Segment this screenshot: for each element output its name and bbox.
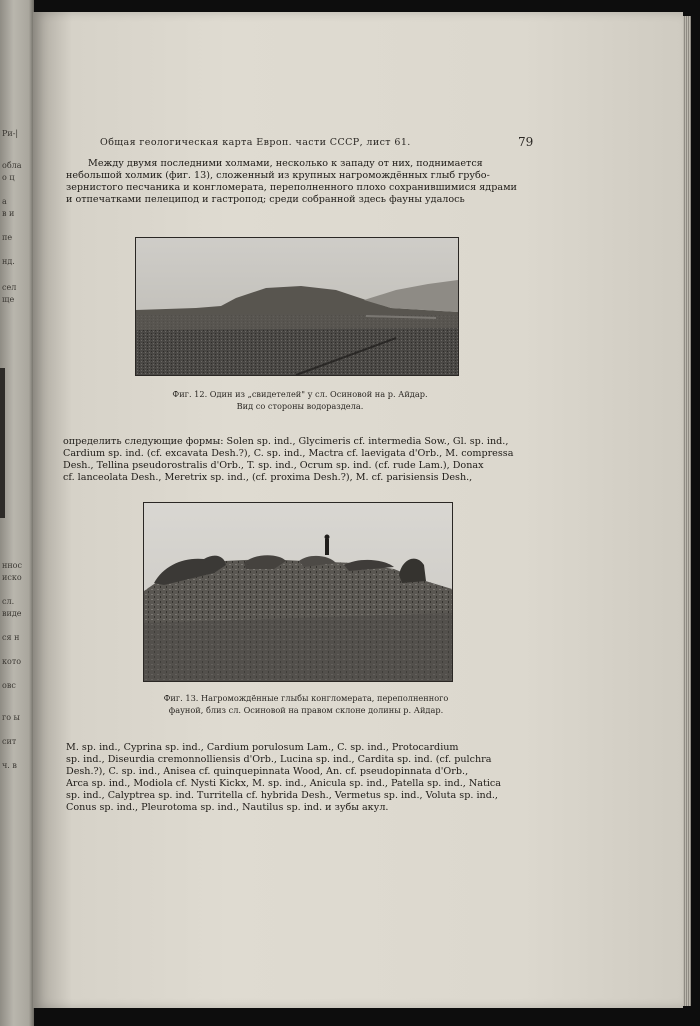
left-page-text-fragment: в и <box>2 209 15 218</box>
left-page-text-fragment: сит <box>2 737 17 746</box>
page-stack-edge <box>683 16 691 1006</box>
left-page-edge <box>0 0 34 1026</box>
left-page-text-fragment: Ри-| <box>2 129 19 138</box>
left-page-text-fragment: ннос <box>2 561 22 570</box>
figure-12-caption <box>120 388 480 412</box>
left-page-text-fragment: го ы <box>2 713 20 722</box>
figure-13-photo <box>143 502 453 682</box>
paragraph-1 <box>66 158 530 206</box>
left-page-text-fragment: нд. <box>2 257 15 266</box>
text-line: Cardium sp. ind. (cf. excavata Desh.?), C. sp. ind., Mactra cf. laevigata d'Orb., M. compressa <box>63 448 514 460</box>
text-line: зернистого песчаника и конгломерата, переполненного плохо сохранившимися ядрами <box>66 182 517 194</box>
caption-line: Вид со стороны водораздела. <box>236 401 364 411</box>
text-line: небольшой холмик (фиг. 13), сложенный из крупных нагромождённых глыб грубо- <box>66 170 490 182</box>
left-page-text-fragment: ся н <box>2 633 20 642</box>
paragraph-3 <box>66 742 532 815</box>
text-line: cf. lanceolata Desh., Meretrix sp. ind., (cf. proxima Desh.?), M. cf. parisiensis Desh., <box>63 472 473 484</box>
text-line: M. sp. ind., Cyprina sp. ind., Cardium porulosum Lam., C. sp. ind., Protocardium <box>66 742 459 753</box>
text-line: Desh., Tellina pseudorostralis d'Orb., T. sp. ind., Ocrum sp. ind. (cf. rude Lam.), Donax <box>63 460 484 472</box>
text-line: sp. ind., Diseurdia cremonnolliensis d'Orb., Lucina sp. ind., Cardita sp. ind. (cf. pulchra <box>66 754 492 766</box>
left-page-text-fragment: виде <box>2 609 22 618</box>
figure-13-caption <box>96 692 516 716</box>
figure-12-photo <box>135 237 459 376</box>
left-page-text-fragment: овс <box>2 681 16 690</box>
text-line: определить следующие формы: Solen sp. ind., Glycimeris cf. intermedia Sow., Gl. sp. ind., <box>63 436 509 447</box>
left-page-text-fragment: пе <box>2 233 13 242</box>
text-line: Desh.?), C. sp. ind., Anisea cf. quinquepinnata Wood, An. cf. pseudopinnata d'Orb., <box>66 766 469 778</box>
text-line: Между двумя последними холмами, несколько к западу от них, поднимается <box>88 158 483 169</box>
caption-line: Фиг. 12. Один из „свидетелей" у сл. Осиновой на р. Айдар. <box>172 389 428 399</box>
running-head: Общая геологическая карта Европ. части СССР, лист 61. <box>100 137 411 148</box>
left-page-photo-fragment <box>0 368 5 518</box>
left-page-text-fragment: сел <box>2 283 17 292</box>
text-line: Conus sp. ind., Pleurotoma sp. ind., Nautilus sp. ind. и зубы акул. <box>66 802 389 814</box>
left-page-text-fragment: ч. в <box>2 761 17 770</box>
left-page-text-fragment: иско <box>2 573 22 582</box>
paragraph-2 <box>63 436 525 484</box>
left-page-text-fragment: обла <box>2 161 22 170</box>
left-page-text-fragment: кото <box>2 657 22 666</box>
left-page-text-fragment: о ц <box>2 173 15 182</box>
caption-line: фауной, близ сл. Осиновой на правом склоне долины р. Айдар. <box>168 705 444 715</box>
page-number: 79 <box>518 135 534 149</box>
text-line: и отпечатками пелеципод и гастропод; среди собранной здесь фауны удалось <box>66 194 465 206</box>
left-page-text-fragment: сл. <box>2 597 15 606</box>
text-line: Arca sp. ind., Modiola cf. Nysti Kickx, M. sp. ind., Anicula sp. ind., Patella sp. ind., Natica <box>66 778 502 790</box>
text-line: sp. ind., Calyptrea sp. ind. Turritella cf. hybrida Desh., Vermetus sp. ind., Voluta sp. ind., <box>66 790 498 802</box>
left-page-text-fragment: ще <box>2 295 15 304</box>
left-page-text-fragment: а <box>2 197 7 206</box>
caption-line: Фиг. 13. Нагромождённые глыбы конгломерата, переполненного <box>163 693 449 703</box>
